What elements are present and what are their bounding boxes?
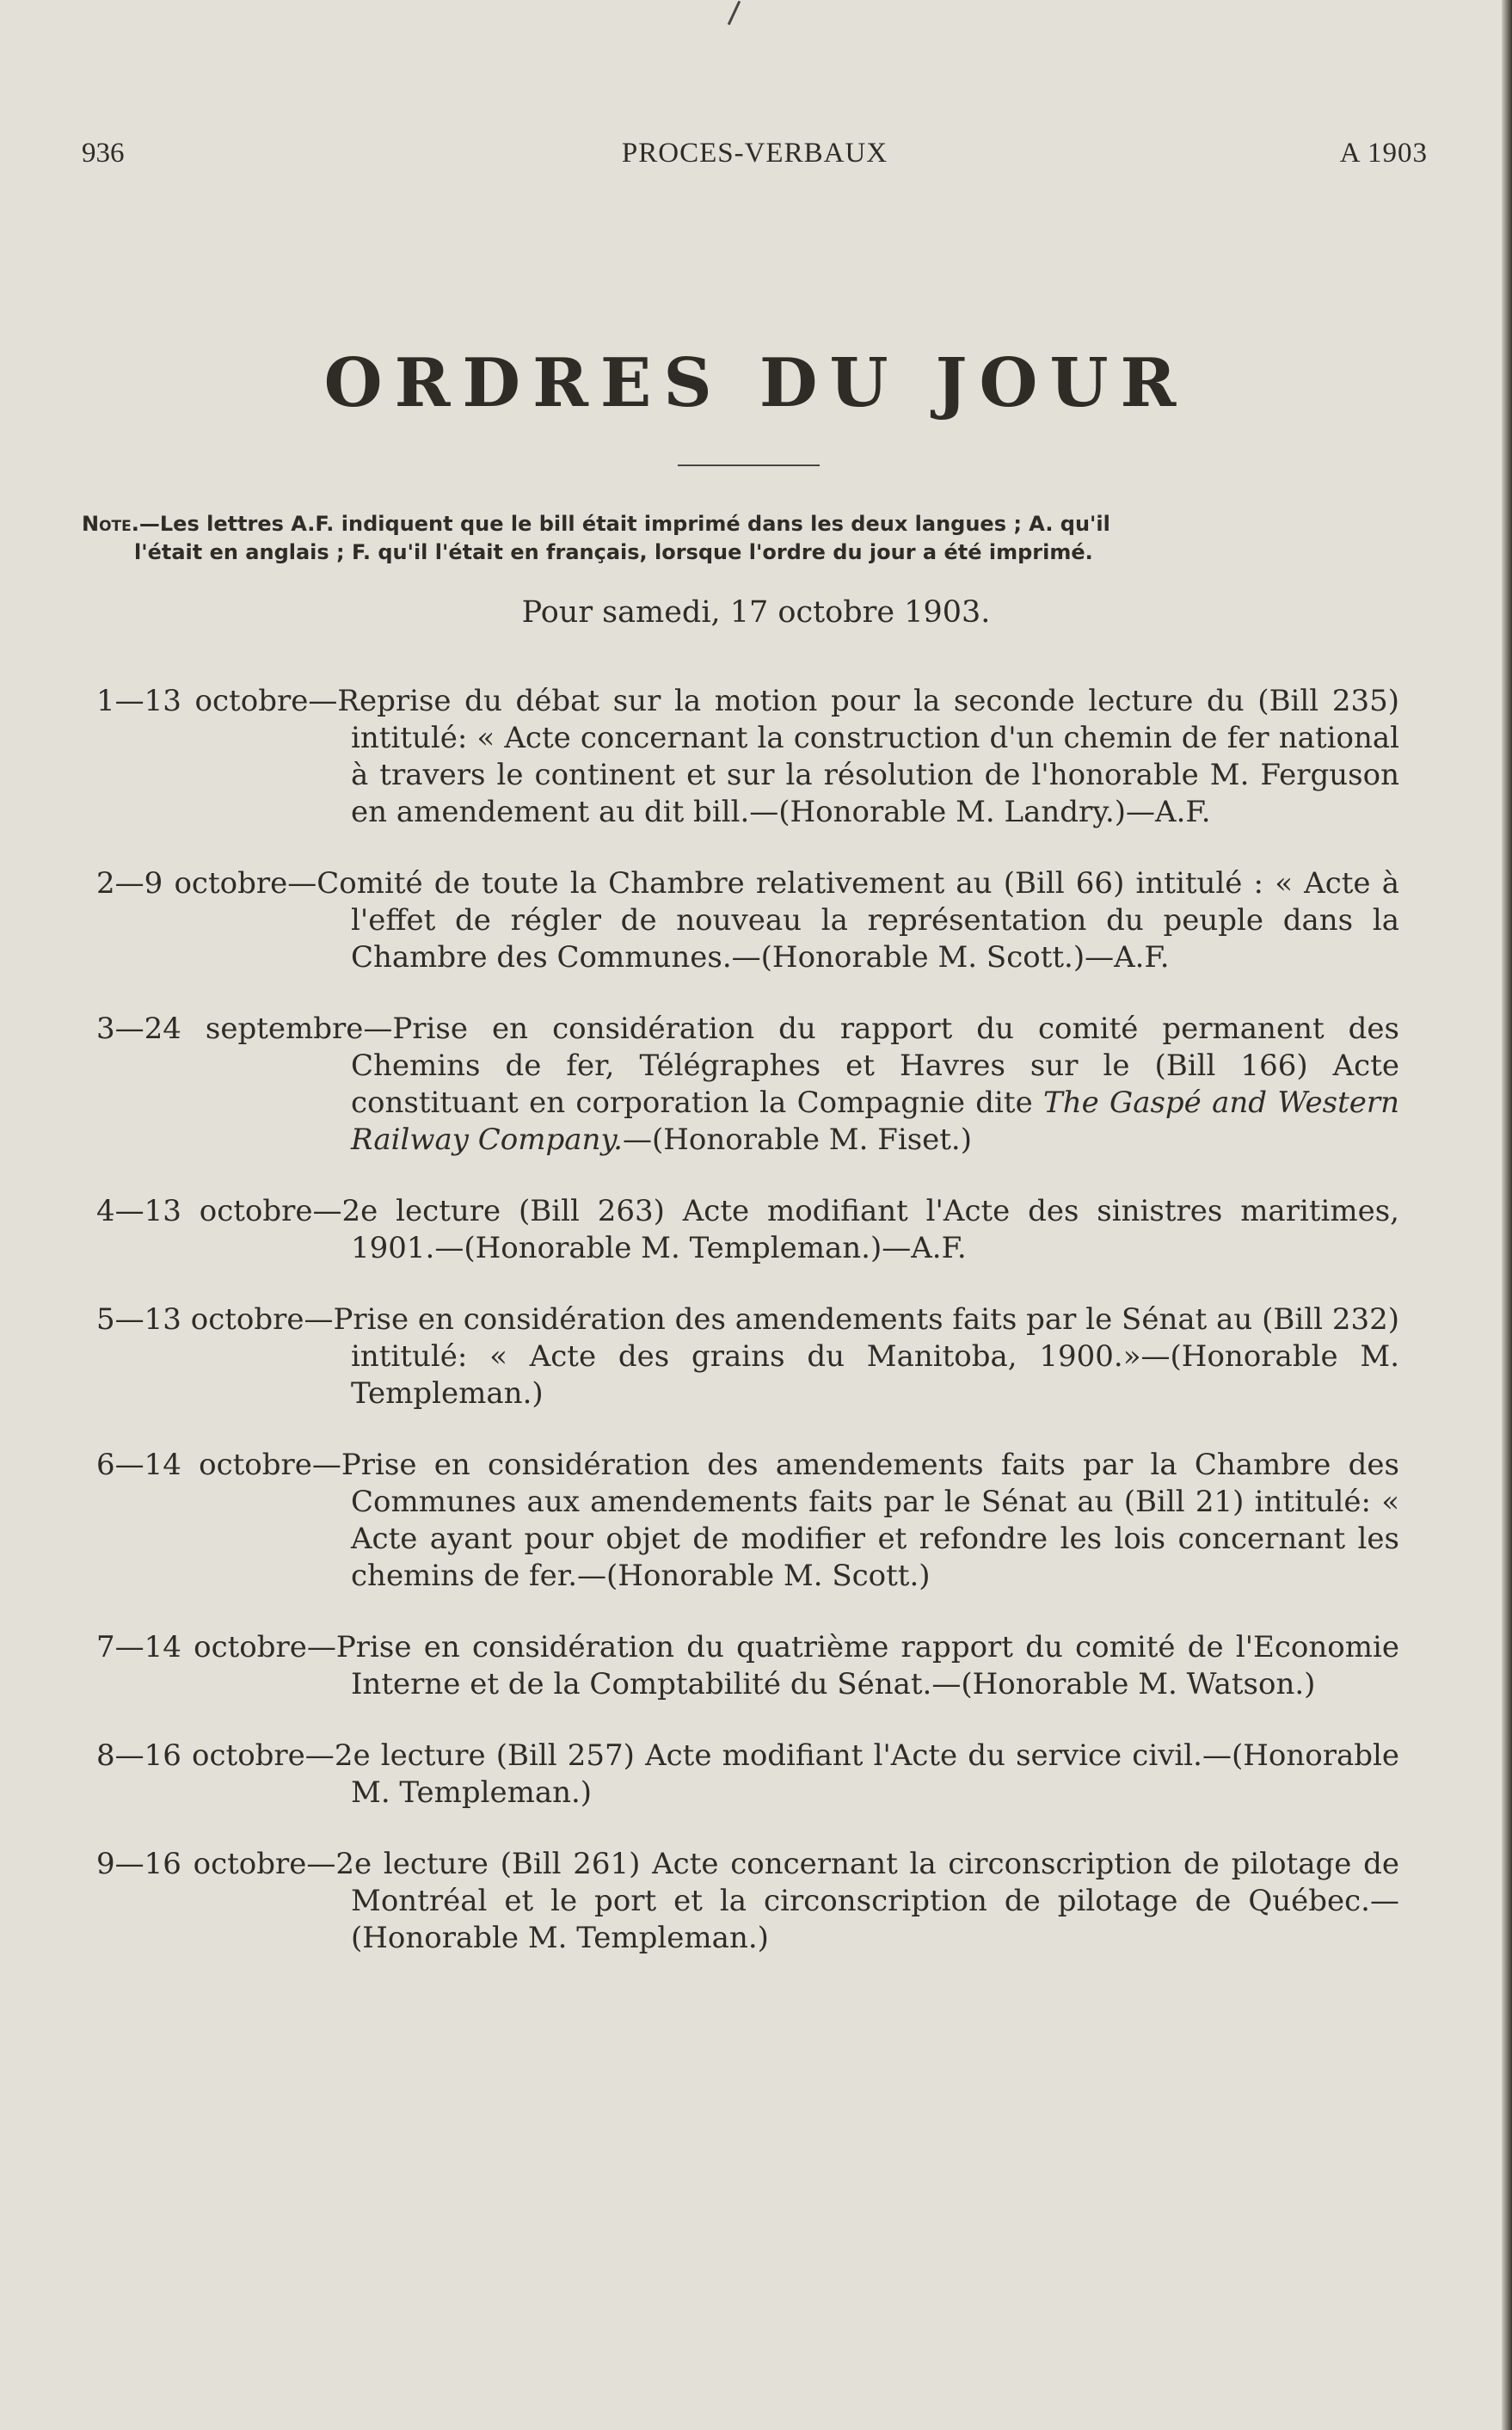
order-lead: 6—14 octobre— [96, 1448, 341, 1482]
order-text: 2e lecture (Bill 263) Acte modifiant l'Acte des sinistres maritimes, 1901.—(Honorable M. Templeman.)—A.F. [341, 1194, 1399, 1265]
date-heading: Pour samedi, 17 octobre 1903. [521, 595, 991, 630]
order-text: Reprise du débat sur la motion pour la seconde lecture du (Bill 235) intitulé: « Acte concernant la construction d'un chemin de fer national à travers le continent et sur la résolution de l'honorable M. Ferguson en amendement au dit bill.—(Honorable M. Landry.)—A.F. [337, 684, 1399, 829]
note-label: Note. [82, 512, 139, 536]
running-header [82, 138, 1428, 177]
title-divider [678, 464, 820, 466]
header-title: PROCES-VERBAUX [621, 138, 888, 169]
orders-list [96, 654, 1399, 1991]
order-lead: 2—9 octobre— [96, 866, 317, 901]
page-title: ORDRES DU JOUR [323, 344, 1189, 422]
note-line-2: l'était en anglais ; F. qu'il l'était en français, lorsque l'ordre du jour a été imprimé. [134, 540, 1093, 564]
order-lead: 1—13 octobre— [96, 684, 338, 718]
order-text: Prise en considération du quatrième rapport du comité de l'Economie Interne et de la Comptabilité du Sénat.—(Honorable M. Watson.) [335, 1630, 1399, 1701]
note-line-1: —Les lettres A.F. indiquent que le bill était imprimé dans les deux langues ; A. qu'il [138, 512, 1110, 536]
order-item-6 [96, 1447, 1399, 1595]
order-item-4 [96, 1193, 1399, 1267]
order-item-2 [96, 865, 1399, 976]
order-lead: 5—13 octobre— [96, 1302, 334, 1337]
order-lead: 3—24 septembre— [96, 1012, 393, 1046]
header-year: A 1903 [1339, 138, 1428, 169]
order-text-end: —(Honorable M. Fiset.) [622, 1123, 972, 1157]
order-item-1 [96, 683, 1399, 831]
note-block [82, 510, 1411, 567]
order-text: Comité de toute la Chambre relativement au (Bill 66) intitulé : « Acte à l'effet de régler de nouveau la représentation du peuple dans la Chambre des Communes.—(Honorable M. Scott.)—A.F. [317, 866, 1400, 975]
order-item-7 [96, 1629, 1399, 1703]
order-lead: 4—13 octobre— [96, 1194, 342, 1228]
order-text: Prise en considération des amendements faits par la Chambre des Communes aux amendements faits par le Sénat au (Bill 21) intitulé: « Acte ayant pour objet de modifier et refondre les lois concernant les chemins de fer.—(Honorable M. Scott.) [341, 1448, 1399, 1593]
order-item-3 [96, 1011, 1399, 1159]
order-lead: 8—16 octobre— [96, 1738, 335, 1773]
page-number: 936 [82, 138, 125, 169]
order-text: Prise en considération du rapport du comité permanent des Chemins de fer, Télégraphes et Havres sur le (Bill 166) Acte constituant en corporation la Compagnie dite [351, 1012, 1399, 1120]
order-lead: 7—14 octobre— [96, 1630, 336, 1664]
order-text: 2e lecture (Bill 261) Acte concernant la circonscription de pilotage de Montréal et le port et la circonscription de pilotage de Québec.—(Honorable M. Templeman.) [335, 1847, 1399, 1955]
order-italic-text: The Gaspé and Western Railway Company. [351, 1086, 1400, 1157]
order-item-8 [96, 1738, 1399, 1812]
order-item-9 [96, 1846, 1399, 1957]
order-lead: 9—16 octobre— [96, 1847, 336, 1881]
order-text: 2e lecture (Bill 257) Acte modifiant l'Acte du service civil.—(Honorable M. Templeman.) [334, 1738, 1399, 1810]
order-text: Prise en considération des amendements faits par le Sénat au (Bill 232) intitulé: « Acte des grains du Manitoba, 1900.»—(Honorable M. Templeman.) [333, 1302, 1399, 1411]
pencil-stroke-mark [728, 1, 741, 25]
order-item-5 [96, 1301, 1399, 1412]
